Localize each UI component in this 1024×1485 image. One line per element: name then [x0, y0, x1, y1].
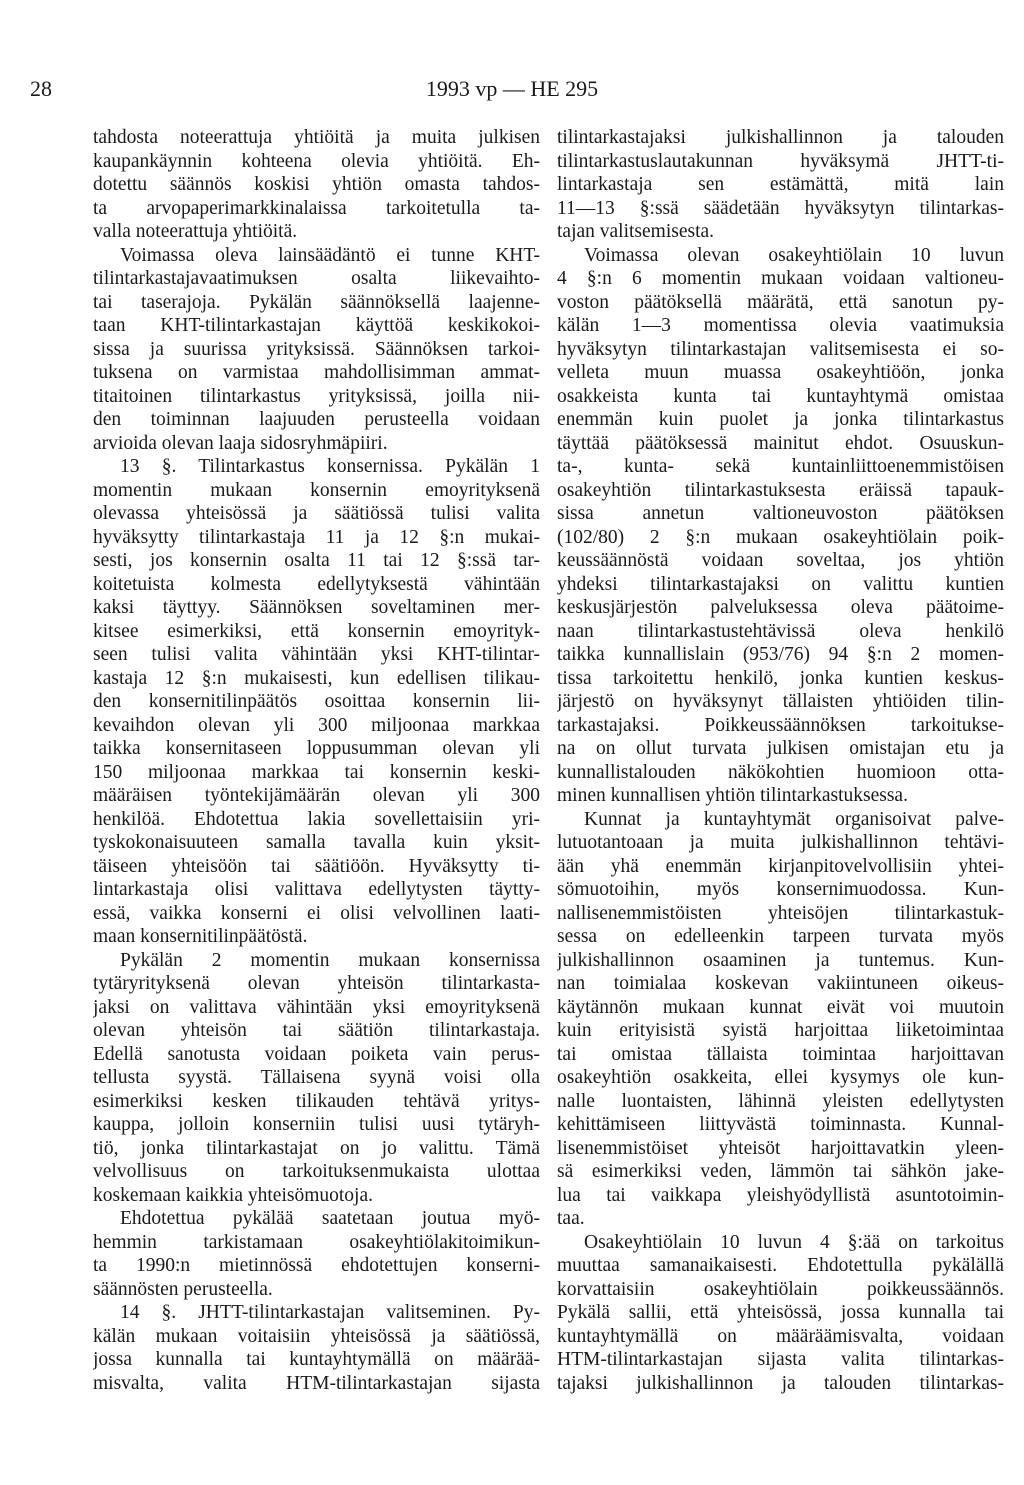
text-line: HTM-tilintarkastajan sijasta valita tilintarkas- [557, 1349, 1004, 1370]
text-line: kastaja 12 §:n mukaisesti, kun edellisen tilikau- [93, 667, 540, 689]
text-line: minen kunnallisen yhtiön tilintarkastuksessa. [557, 785, 908, 806]
text-line: nallisenemmistöisten yhteisöjen tilintarkastuk- [557, 902, 1004, 924]
text-line: tajaksi julkishallinnon ja talouden tilintarkas- [557, 1372, 1004, 1394]
text-line: Pykälän 2 momentin mukaan konsernissa [120, 949, 540, 971]
text-line: koitetuista kolmesta edellytyksestä vähintään [93, 573, 540, 595]
text-line: henkilöä. Ehdotettua lakia sovellettaisiin yri- [93, 808, 540, 830]
text-line: naan tilintarkastustehtävissä oleva henkilö [557, 620, 1004, 642]
text-line: tilintarkastajaksi julkishallinnon ja talouden [557, 127, 1004, 148]
page-number: 28 [30, 76, 52, 101]
text-line: sömuotoihin, myös konsernimuodossa. Kun- [557, 879, 1004, 900]
text-line: kitsee esimerkiksi, että konsernin emoyrityk- [93, 620, 540, 642]
text-line: taikka kunnallislain (953/76) 94 §:n 2 momen- [557, 644, 1004, 665]
text-line: nalle luontaisten, lähinnä yleisten edellytysten [557, 1090, 1004, 1112]
text-line: esimerkiksi kesken tilikauden tehtävä yritys- [93, 1090, 540, 1112]
text-line: tahdosta noteerattuja yhtiöitä ja muita julkisen [93, 127, 540, 148]
text-line: hyväksytty tilintarkastaja 11 ja 12 §:n mukai- [93, 526, 540, 548]
text-line: taa. [557, 1208, 585, 1229]
text-line: kälän mukaan voitaisiin yhteisössä ja säätiössä, [93, 1325, 540, 1347]
text-line: tytäryrityksenä olevan yhteisön tilintarkasta- [93, 973, 540, 994]
text-line: kevaihdon olevan yli 300 miljoonaa markkaa [93, 714, 540, 736]
text-line: taan KHT-tilintarkastajan käyttöä keskikokoi- [93, 315, 540, 336]
text-line: koskemaan kaikkia yhteisömuotoja. [93, 1184, 373, 1206]
text-line: jaksi on valittava vähintään yksi emoyrityksenä [93, 996, 540, 1018]
text-line: Pykälä sallii, että yhteisössä, jossa kunnalla tai [557, 1302, 1004, 1323]
text-line: velleta muun muassa osakeyhtiöön, jonka [557, 362, 1004, 383]
text-line: 11—13 §:ssä säädetään hyväksytyn tilintarkas- [557, 197, 1004, 219]
text-line: ään yhä enemmän kirjanpitovelvollisiin yhtei- [557, 855, 1004, 877]
text-line: täyttää päätöksessä mainitut ehdot. Osuuskun- [557, 432, 1004, 454]
text-line: kuntayhtymällä on määräämisvalta, voidaan [557, 1325, 1004, 1347]
text-line: yhdeksi tilintarkastajaksi on valittu kuntien [557, 573, 1004, 595]
text-line: osakkeista kunta tai kuntayhtymä omistaa [557, 385, 1004, 407]
text-line: sissa annetun valtioneuvoston päätöksen [557, 503, 1004, 524]
text-line: maan konsernitilinpäätöstä. [93, 926, 308, 947]
text-line: enemmän kuin puolet ja jonka tilintarkastus [557, 409, 1004, 430]
text-line: hyväksytyn tilintarkastajan valitsemisesta ei so- [557, 338, 1004, 360]
text-line: tai omistaa tällaista toimintaa harjoittavan [557, 1043, 1004, 1065]
text-line: sä esimerkiksi veden, lämmön tai sähkön jake- [557, 1161, 1004, 1182]
text-line: tellusta syystä. Tällaisena syynä voisi olla [93, 1067, 540, 1088]
text-line: täiseen yhteisöön tai säätiöön. Hyväksytty ti- [93, 855, 540, 877]
text-line: kaksi täyttyy. Säännöksen soveltaminen mer- [93, 597, 540, 618]
right-column [557, 126, 1004, 1395]
text-line: tajan valitsemisesta. [557, 221, 715, 242]
text-line: säännösten perusteella. [93, 1278, 273, 1300]
text-line: momentin mukaan konsernin emoyrityksenä [93, 479, 540, 501]
text-line: misvalta, valita HTM-tilintarkastajan sijasta [93, 1372, 540, 1394]
text-line: määräisen työntekijämäärän olevan yli 300 [93, 785, 540, 806]
left-column [93, 126, 540, 1395]
text-line: Osakeyhtiölain 10 luvun 4 §:ää on tarkoitus [584, 1231, 1004, 1253]
text-line: arvioida olevan laaja sidosryhmäpiiri. [93, 432, 388, 454]
text-line: kunnallistalouden näkökohtien huomioon otta- [557, 761, 1004, 783]
text-line: ta 1990:n mietinnössä ehdotettujen konserni- [93, 1255, 540, 1276]
text-line: den toiminnan laajuuden perusteella voidaan [93, 409, 540, 430]
text-line: julkishallinnon osaaminen ja tuntemus. Kun- [557, 949, 1004, 971]
text-line: osakeyhtiön tilintarkastuksesta eräissä tapauk- [557, 479, 1004, 501]
text-line: Voimassa olevan osakeyhtiölain 10 luvun [584, 244, 1004, 266]
text-line: kauppa, jolloin konserniin tulisi uusi tytäryh- [93, 1114, 540, 1135]
text-line: nan toimialaa koskevan vakiintuneen oikeus- [557, 973, 1004, 994]
text-line: (102/80) 2 §:n mukaan osakeyhtiölain poik- [557, 526, 1004, 548]
text-line: keussäännöstä voidaan soveltaa, jos yhtiön [557, 550, 1004, 571]
text-line: osakeyhtiön osakkeita, ellei kysymys ole kun- [557, 1067, 1004, 1088]
text-line: den konsernitilinpäätös osoittaa konsernin lii- [93, 691, 540, 712]
text-line: järjestö on hyväksynyt tällaisten yhtiöiden tilin- [557, 691, 1004, 712]
text-line: tissa tarkoitettu henkilö, jonka kuntien keskus- [557, 667, 1004, 689]
text-line: lintarkastaja olisi valittava edellytysten täytty- [93, 879, 540, 900]
text-line: käytännön mukaan kunnat eivät voi muutoin [557, 996, 1004, 1018]
text-line: ta-, kunta- sekä kuntainliittoenemmistöisen [557, 456, 1004, 477]
text-line: korvattaisiin osakeyhtiölain poikkeussäännös. [557, 1278, 1004, 1300]
text-line: Kunnat ja kuntayhtymät organisoivat palve- [584, 808, 1004, 830]
text-line: sissa ja suurissa yrityksissä. Säännöksen tarkoi- [93, 338, 540, 360]
text-line: 4 §:n 6 momentin mukaan voidaan valtioneu- [557, 268, 1004, 289]
text-line: tuksena on varmistaa mahdollisimman ammat- [93, 362, 540, 383]
text-line: voston päätöksellä määrätä, että sanotun py- [557, 291, 1004, 313]
text-line: tarkastajaksi. Poikkeussäännöksen tarkoitukse- [557, 714, 1004, 736]
text-line: muuttaa samanaikaisesti. Ehdotettulla pykälällä [557, 1255, 1004, 1276]
text-line: kehittämiseen liittyvästä toiminnasta. Kunnal- [557, 1114, 1004, 1135]
text-line: essä, vaikka konserni ei olisi velvollinen laati- [93, 902, 540, 924]
text-line: seen tulisi valita vähintään yksi KHT-tilintar- [93, 644, 540, 665]
text-line: 14 §. JHTT-tilintarkastajan valitseminen. Py- [120, 1302, 540, 1323]
text-line: jossa kunnalla tai kuntayhtymällä on määrää- [93, 1349, 540, 1370]
text-line: na on ollut turvata julkisen omistajan etu ja [557, 738, 1004, 759]
text-line: olevan yhteisön tai säätiön tilintarkastaja. [93, 1020, 540, 1041]
text-line: lua tai vaikkapa yleishyödyllistä asuntotoimin- [557, 1184, 1004, 1206]
text-line: taikka konsernitaseen loppusumman olevan yli [93, 738, 540, 759]
text-line: tilintarkastajavaatimuksen osalta liikevaihto- [93, 268, 540, 289]
text-line: velvollisuus on tarkoituksenmukaista ulottaa [93, 1161, 540, 1182]
text-line: lintarkastaja sen estämättä, mitä lain [557, 174, 1004, 195]
text-line: kälän 1—3 momentissa olevia vaatimuksia [557, 315, 1004, 336]
text-line: ta arvopaperimarkkinalaissa tarkoitetulla ta- [93, 197, 540, 219]
text-line: tai taserajoja. Pykälän säännöksellä laajenne- [93, 291, 540, 313]
text-line: Edellä sanotusta voidaan poiketa vain perus- [93, 1043, 540, 1065]
text-line: tyskokonaisuuteen samalla tavalla kuin yksit- [93, 832, 540, 853]
text-line: lutuotantoaan ja muita julkishallinnon tehtävi- [557, 832, 1004, 853]
text-line: olevassa yhteisössä ja säätiössä tulisi valita [93, 503, 540, 524]
text-line: hemmin tarkistamaan osakeyhtiölakitoimikun- [93, 1231, 540, 1253]
text-line: keskusjärjestön palveluksessa oleva päätoime- [557, 597, 1004, 618]
text-line: Ehdotettua pykälää saatetaan joutua myö- [120, 1208, 540, 1229]
text-line: dotettu säännös koskisi yhtiön omasta tahdos- [93, 174, 540, 195]
text-line: kuin erityisistä syistä harjoittaa liiketoimintaa [557, 1020, 1004, 1041]
text-line: 150 miljoonaa markkaa tai konsernin keski- [93, 761, 540, 783]
text-line: kaupankäynnin kohteena olevia yhtiöitä. Eh- [93, 150, 540, 172]
text-line: lisenemmistöiset yhteisöt harjoittavatkin yleen- [557, 1137, 1004, 1159]
text-line: 13 §. Tilintarkastus konsernissa. Pykälän 1 [120, 456, 540, 477]
text-line: titaitoinen tilintarkastus yrityksissä, joilla nii- [93, 385, 540, 407]
text-line: valla noteerattuja yhtiöitä. [93, 221, 298, 242]
text-line: Voimassa oleva lainsäädäntö ei tunne KHT- [120, 244, 540, 266]
text-line: tilintarkastuslautakunnan hyväksymä JHTT-ti- [557, 150, 1004, 172]
text-line: tiö, jonka tilintarkastajat on jo valittu. Tämä [93, 1137, 540, 1159]
running-head: 1993 vp — HE 295 [425, 76, 599, 101]
text-line: sessa on edelleenkin tarpeen turvata myös [557, 926, 1004, 947]
text-line: sesti, jos konsernin osalta 11 tai 12 §:ssä tar- [93, 550, 540, 571]
